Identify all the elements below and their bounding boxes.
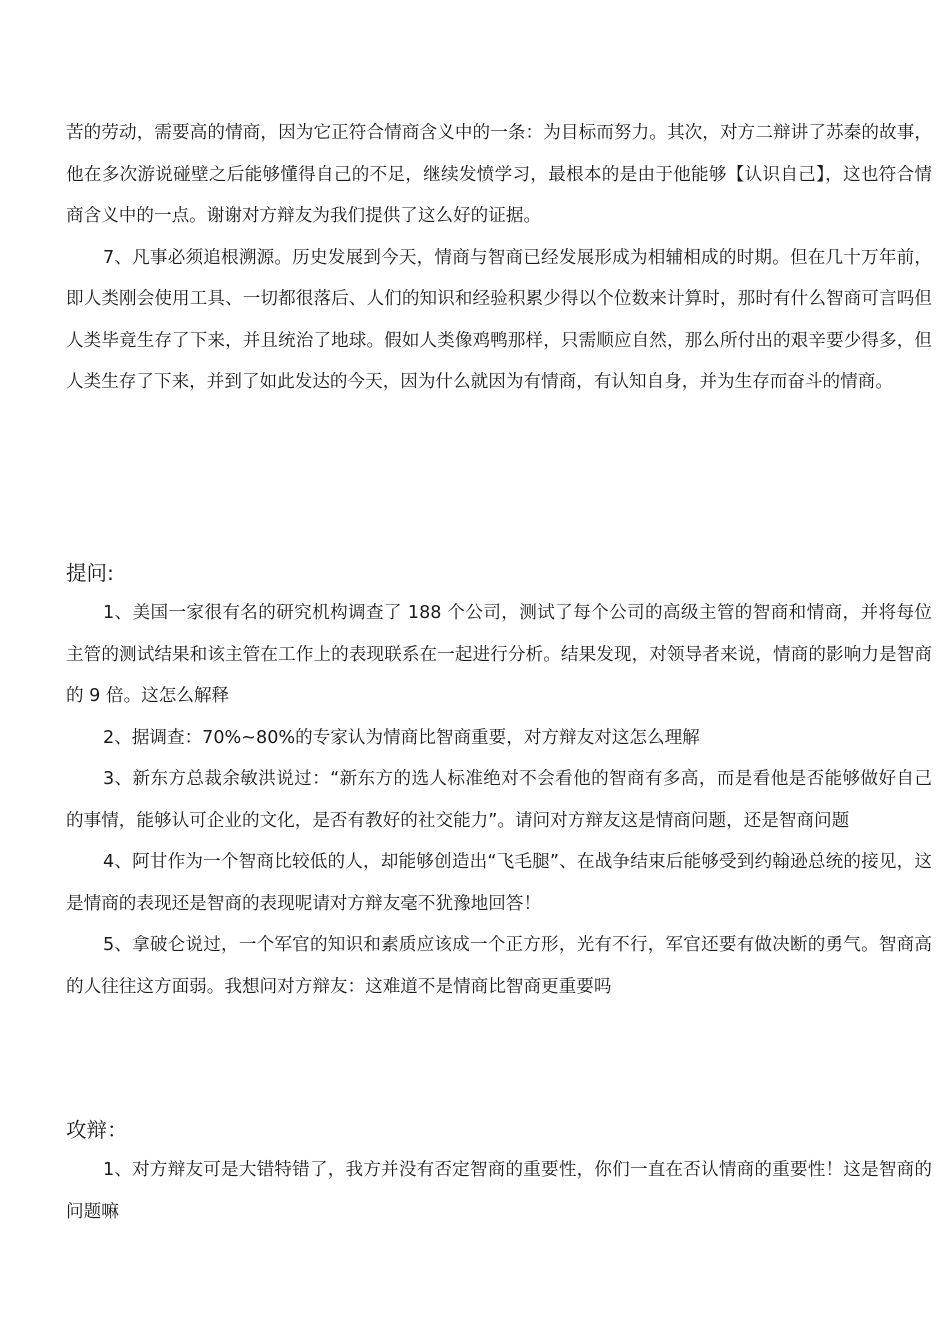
question-item-5: 5、拿破仑说过，一个军官的知识和素质应该成一个正方形，光有不行，军官还要有做决断的勇气。智商高的人往往这方面弱。我想问对方辩友：这难道不是情商比智商更重要吗 (66, 935, 932, 997)
question-item-4: 4、阿甘作为一个智商比较低的人，却能够创造出“飞毛腿”、在战争结束后能够受到约翰逊总统的接见，这是情商的表现还是智商的表现呢请对方辩友毫不犹豫地回答！ (66, 852, 932, 914)
rebuttal-item-1: 1、对方辩友可是大错特错了，我方并没有否定智商的重要性，你们一直在否认情商的重要性！这是智商的问题嘛 (66, 1160, 932, 1222)
questions-heading: 提问: (66, 561, 114, 585)
paragraph-point-7: 7、凡事必须追根溯源。历史发展到今天，情商与智商已经发展形成为相辅相成的时期。但在几十万年前，即人类刚会使用工具、一切都很落后、人们的知识和经验积累少得以个位数来计算时，那时有什么智商可言吗但人类毕竟生存了下来，并且统治了地球。假如人类像鸡鸭那样，只需顺应自然，那么所付出的艰辛要少得多，但人类生存了下来，并到了如此发达的今天，因为什么就因为有情商，有认知自身，并为生存而奋斗的情商。 (66, 247, 932, 392)
question-item-2: 2、据调查：70%~80%的专家认为情商比智商重要，对方辩友对这怎么理解 (103, 727, 700, 748)
argument-continuation (66, 113, 932, 404)
question-item-1: 1、美国一家很有名的研究机构调查了 188 个公司，测试了每个公司的高级主管的智商和情商，并将每位主管的测试结果和该主管在工作上的表现联系在一起进行分析。结果发现，对领导者来说，情商的影响力是智商的 9 倍。这怎么解释 (66, 603, 932, 706)
rebuttal-list (66, 1150, 932, 1233)
questions-list (66, 593, 932, 1008)
rebuttal-heading: 攻辩： (66, 1118, 128, 1142)
question-item-3: 3、新东方总裁余敏洪说过：“新东方的选人标准绝对不会看他的智商有多高，而是看他是否能够做好自己的事情，能够认可企业的文化，是否有教好的社交能力”。请问对方辩友这是情商问题，还是智商问题 (66, 769, 932, 831)
paragraph-continuation: 苦的劳动，需要高的情商，因为它正符合情商含义中的一条：为目标而努力。其次，对方二辩讲了苏秦的故事，他在多次游说碰壁之后能够懂得自己的不足，继续发愤学习，最根本的是由于他能够【认识自己】，这也符合情商含义中的一点。谢谢对方辩友为我们提供了这么好的证据。 (66, 123, 932, 226)
